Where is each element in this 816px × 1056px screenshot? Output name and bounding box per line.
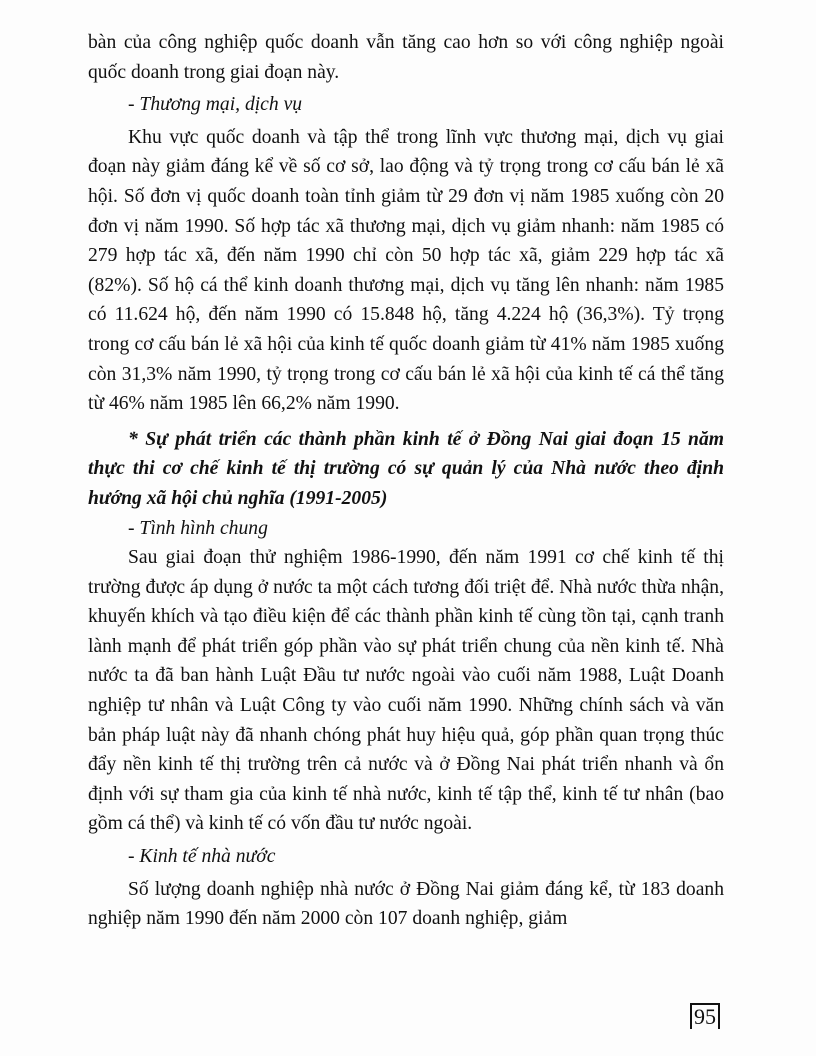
section-title: * Sự phát triển các thành phần kinh tế ở Đồng Nai giai đoạn 15 năm thực thi cơ chế kinh tế thị trường có sự quản lý của Nhà nước theo định hướng xã hội chủ nghĩa (1991-2005) — [88, 428, 724, 509]
paragraph-continued: bàn của công nghiệp quốc doanh vẫn tăng cao hơn so với công nghiệp ngoài quốc doanh trong giai đoạn này. — [88, 32, 724, 83]
subheading-general-situation: - Tình hình chung — [128, 517, 268, 539]
paragraph-trade-services: Khu vực quốc doanh và tập thể trong lĩnh vực thương mại, dịch vụ giai đoạn này giảm đáng kể về số cơ sở, lao động và tỷ trọng trong cơ cấu bán lẻ xã hội. Số đơn vị quốc doanh toàn tỉnh giảm từ 29 đơn vị năm 1985 xuống còn 20 đơn vị năm 1990. Số hợp tác xã thương mại, dịch vụ giảm nhanh: năm 1985 có 279 hợp tác xã, đến năm 1990 chỉ còn 50 hợp tác xã, giảm 229 hợp tác xã (82%). Số hộ cá thể kinh doanh thương mại, dịch vụ tăng lên nhanh: năm 1985 có 11.624 hộ, đến năm 1990 có 15.848 hộ, tăng 4.224 hộ (36,3%). Tỷ trọng trong cơ cấu bán lẻ xã hội của kinh tế quốc doanh giảm từ 41% năm 1985 xuống còn 31,3% năm 1990, tỷ trọng trong cơ cấu bán lẻ xã hội của kinh tế cá thể tăng từ 46% năm 1985 lên 66,2% năm 1990. — [88, 126, 724, 415]
page-number: 95 — [690, 1003, 720, 1029]
body-text — [88, 28, 724, 934]
subheading-trade-services: - Thương mại, dịch vụ — [128, 94, 303, 116]
paragraph-general-situation: Sau giai đoạn thử nghiệm 1986-1990, đến năm 1991 cơ chế kinh tế thị trường được áp dụng ở nước ta một cách tương đối triệt để. Nhà nước thừa nhận, khuyến khích và tạo điều kiện để các thành phần kinh tế cùng tồn tại, cạnh tranh lành mạnh để phát triển góp phần vào sự phát triển chung của nền kinh tế. Nhà nước ta đã ban hành Luật Đầu tư nước ngoài vào cuối năm 1988, Luật Doanh nghiệp tư nhân và Luật Công ty vào cuối năm 1990. Những chính sách và văn bản pháp luật này đã nhanh chóng phát huy hiệu quả, góp phần quan trọng thúc đẩy nền kinh tế thị trường trên cả nước và ở Đồng Nai phát triển nhanh và ổn định với sự tham gia của kinh tế nhà nước, kinh tế tập thể, kinh tế tư nhân (bao gồm cá thể) và kinh tế có vốn đầu tư nước ngoài. — [88, 547, 724, 835]
paragraph-state-economy: Số lượng doanh nghiệp nhà nước ở Đồng Nai giảm đáng kể, từ 183 doanh nghiệp năm 1990 đến năm 2000 còn 107 doanh nghiệp, giảm — [88, 878, 724, 930]
subheading-state-economy: - Kinh tế nhà nước — [128, 846, 276, 868]
